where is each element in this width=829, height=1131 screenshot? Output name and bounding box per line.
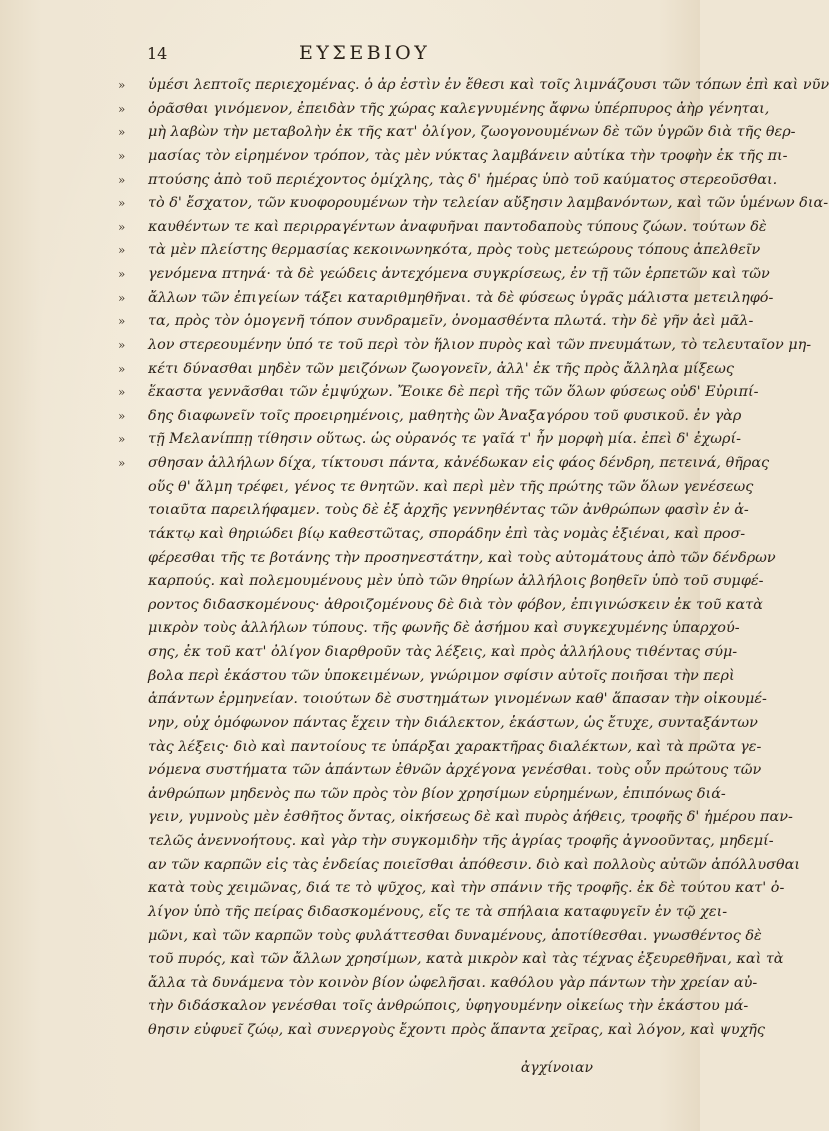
- line-text: τοῦ πυρός, καὶ τῶν ἄλλων χρησίμων, κατὰ μικρὸν καὶ τὰς τέχνας ἐξευρεθῆναι, καὶ τὰ: [148, 951, 784, 968]
- line-text: μὴ λαβὼν τὴν μεταβολὴν ἐκ τῆς κατ' ὀλίγον, ζωογονουμένων δὲ τῶν ὑγρῶν διὰ τῆς θερ-: [148, 124, 796, 141]
- text-line: [118, 405, 742, 429]
- text-line: [118, 688, 767, 712]
- text-line: [118, 1019, 765, 1043]
- line-text: σθησαν ἀλλήλων δίχα, τίκτουσι πάντα, κἀνέδωκαν εἰς φάος δένδρη, πετεινά, θῆρας: [148, 455, 770, 471]
- text-line: [118, 759, 762, 783]
- quotation-mark: »: [118, 78, 126, 92]
- quotation-mark: »: [118, 172, 126, 187]
- text-line: [118, 854, 800, 878]
- line-text: γειν, γυμνοὺς μὲν ἐσθῆτος ὄντας, οἰκήσεως δὲ καὶ πυρὸς ἀήθεις, τροφῆς δ' ἡμέρου παν-: [148, 809, 793, 826]
- text-line: [118, 452, 770, 476]
- text-line: [118, 877, 785, 901]
- line-text: λον στερεουμένην ὑπό τε τοῦ περὶ τὸν ἥλιον πυρὸς καὶ τῶν πνευμάτων, τὸ τελευταῖον μη-: [148, 336, 812, 353]
- text-line: [118, 216, 767, 240]
- line-text: νην, οὐχ ὁμόφωνον πάντας ἔχειν τὴν διάλεκτον, ἑκάστων, ὡς ἔτυχε, συνταξάντων: [148, 714, 758, 731]
- line-text: τοιαῦτα παρειλήφαμεν. τοὺς δὲ ἐξ ἀρχῆς γεννηθέντας τῶν ἀνθρώπων φασὶν ἐν ἀ-: [148, 502, 749, 519]
- catchword: ἀγχίνοιαν: [520, 1060, 593, 1076]
- text-line: [118, 570, 764, 594]
- line-text: ἀνθρώπων μηδενὸς πω τῶν πρὸς τὸν βίον χρησίμων εὑρημένων, ἐπιπόνως διά-: [148, 785, 726, 802]
- text-line: [118, 665, 735, 689]
- line-text: τὸ δ' ἔσχατον, τῶν κυοφορουμένων τὴν τελείαν αὔξησιν λαμβανόντων, καὶ τῶν ὑμένων δια-: [148, 195, 829, 212]
- text-line: [118, 736, 762, 760]
- quotation-mark: »: [118, 219, 126, 234]
- line-text: βολα περὶ ἑκάστου τῶν ὑποκειμένων, γνώριμον σφίσιν αὐτοῖς ποιῆσαι τὴν περὶ: [148, 667, 735, 684]
- quotation-mark: »: [118, 432, 126, 447]
- line-text: οὕς θ' ἅλμη τρέφει, γένος τε θνητῶν. καὶ περὶ μὲν τῆς πρώτης τῶν ὅλων γενέσεως: [148, 478, 754, 495]
- text-line: [118, 594, 763, 618]
- page-header: [147, 40, 577, 70]
- text-line: [118, 948, 784, 972]
- line-text: τῇ Μελανίππῃ τίθησιν οὕτως. ὡς οὐρανός τε γαῖά τ' ἦν μορφὴ μία. ἐπεὶ δ' ἐχωρί-: [148, 431, 741, 448]
- line-text: κέτι δύνασθαι μηδὲν τῶν μειζόνων ζωογονεῖν, ἀλλ' ἐκ τῆς πρὸς ἄλληλα μίξεως: [148, 360, 734, 377]
- quotation-mark: »: [118, 361, 126, 376]
- text-line: [118, 547, 776, 571]
- line-text: καρπούς. καὶ πολεμουμένους μὲν ὑπὸ τῶν θηρίων ἀλλήλοις βοηθεῖν ὑπὸ τοῦ συμφέ-: [148, 573, 764, 590]
- quotation-mark: »: [118, 385, 126, 400]
- line-text: μασίας τὸν εἰρημένον τρόπον, τὰς μὲν νύκτας λαμβάνειν αὐτίκα τὴν τροφὴν ἐκ τῆς πι-: [148, 147, 788, 164]
- text-line: [118, 121, 796, 145]
- quotation-mark: »: [118, 267, 126, 281]
- text-line: [118, 712, 758, 736]
- line-text: ἁπάντων ἑρμηνείαν. τοιούτων δὲ συστημάτων γινομένων καθ' ἅπασαν τὴν οἰκουμέ-: [148, 691, 767, 708]
- text-line: [118, 428, 741, 452]
- text-line: [118, 239, 761, 263]
- text-line: [118, 287, 774, 311]
- line-text: θησιν εὐφυεῖ ζώῳ, καὶ συνεργοὺς ἔχοντι πρὸς ἅπαντα χεῖρας, καὶ λόγον, καὶ ψυχῆς: [148, 1022, 765, 1038]
- line-text: φέρεσθαι τῆς τε βοτάνης τὴν προσηνεστάτην, καὶ τοὺς αὐτομάτους ἀπὸ τῶν δένδρων: [148, 549, 776, 566]
- text-line: [118, 806, 793, 830]
- line-text: τελῶς ἀνεννοήτους. καὶ γὰρ τὴν συγκομιδὴν τῆς ἀγρίας τροφῆς ἀγνοοῦντας, μηδεμί-: [148, 833, 774, 849]
- text-line: [118, 830, 774, 854]
- text-line: [118, 995, 749, 1019]
- line-text: ροντος διδασκομένους· ἀθροιζομένους δὲ διὰ τὸν φόβον, ἐπιγινώσκειν ἐκ τοῦ κατὰ: [148, 596, 763, 613]
- line-text: ὑμέσι λεπτοῖς περιεχομένας. ὁ ἀρ ἐστὶν ἐν ἔθεσι καὶ τοῖς λιμνάζουσι τῶν τόπων ἐπὶ καὶ νῦν: [148, 77, 829, 93]
- text-line: [118, 499, 749, 523]
- text-line: [118, 783, 726, 807]
- line-text: τάκτῳ καὶ θηριώδει βίῳ καθεστῶτας, σποράδην ἐπὶ τὰς νομὰς ἐξιέναι, καὶ προσ-: [148, 525, 746, 542]
- text-line: [118, 617, 740, 641]
- line-text: αν τῶν καρπῶν εἰς τὰς ἐνδείας ποιεῖσθαι ἀπόθεσιν. διὸ καὶ πολλοὺς αὐτῶν ἀπόλλυσθαι: [148, 856, 800, 873]
- line-text: πτούσης ἀπὸ τοῦ περιέχοντος ὁμίχλης, τὰς δ' ἡμέρας ὑπὸ τοῦ καύματος στερεοῦσθαι.: [148, 171, 778, 188]
- quotation-mark: »: [118, 456, 126, 470]
- line-text: νόμενα συστήματα τῶν ἁπάντων ἐθνῶν ἀρχέγονα γενέσθαι. τοὺς οὖν πρώτους τῶν: [148, 762, 762, 779]
- line-text: λίγον ὑπὸ τῆς πείρας διδασκομένους, εἴς τε τὰ σπήλαια καταφυγεῖν ἐν τῷ χει-: [148, 903, 728, 920]
- line-text: σης, ἐκ τοῦ κατ' ὀλίγον διαρθροῦν τὰς λέξεις, καὶ πρὸς ἀλλήλους τιθέντας σύμ-: [148, 644, 738, 660]
- text-line: [118, 263, 770, 287]
- text-line: [118, 476, 754, 500]
- text-line: [118, 145, 788, 169]
- text-line: [118, 381, 759, 405]
- text-line: [118, 74, 829, 98]
- quotation-mark: »: [118, 125, 126, 140]
- quotation-mark: »: [118, 290, 126, 305]
- text-line: [118, 334, 812, 358]
- text-line: [118, 358, 734, 382]
- line-text: ἄλλα τὰ δυνάμενα τὸν κοινὸν βίον ὠφελῆσαι. καθόλου γὰρ πάντων τὴν χρείαν αὐ-: [148, 974, 758, 991]
- line-text: γενόμενα πτηνά· τὰ δὲ γεώδεις ἀντεχόμενα συγκρίσεως, ἐν τῇ τῶν ἑρπετῶν καὶ τῶν: [148, 266, 770, 282]
- line-text: ἄλλων τῶν ἐπιγείων τάξει καταριθμηθῆναι. τὰ δὲ φύσεως ὑγρᾶς μάλιστα μετειληφό-: [148, 289, 774, 306]
- page-number: 14: [147, 44, 168, 63]
- text-line: [118, 192, 829, 216]
- quotation-mark: »: [118, 408, 126, 423]
- quotation-mark: »: [118, 148, 126, 163]
- line-text: κατὰ τοὺς χειμῶνας, διά τε τὸ ψῦχος, καὶ τὴν σπάνιν τῆς τροφῆς. ἐκ δὲ τούτου κατ' ὀ-: [148, 880, 785, 897]
- text-line: [118, 310, 754, 334]
- line-text: τα, πρὸς τὸν ὁμογενῆ τόπον συνδραμεῖν, ὀνομασθέντα πλωτά. τὴν δὲ γῆν ἀεὶ μᾶλ-: [148, 313, 754, 330]
- running-title: ΕΥΣΕΒΙΟΥ: [299, 42, 431, 64]
- greek-text-block: [118, 74, 829, 1043]
- line-text: μικρὸν τοὺς ἀλλήλων τύπους. τῆς φωνῆς δὲ ἀσήμου καὶ συγκεχυμένης ὑπαρχού-: [148, 620, 740, 637]
- line-text: ὁρᾶσθαι γινόμενον, ἐπειδὰν τῆς χώρας καλεγνυμένης ἄφνω ὑπέρπυρος ἀὴρ γένηται,: [148, 100, 770, 117]
- text-line: [118, 169, 778, 193]
- text-line: [118, 901, 728, 925]
- text-line: [118, 98, 770, 122]
- text-line: [118, 972, 758, 996]
- line-text: δης διαφωνεῖν τοῖς προειρημένοις, μαθητὴς ὢν Ἀναξαγόρου τοῦ φυσικοῦ. ἐν γὰρ: [148, 407, 742, 424]
- line-text: τὴν διδάσκαλον γενέσθαι τοῖς ἀνθρώποις, ὑφηγουμένην οἰκείως τὴν ἑκάστου μά-: [148, 998, 749, 1015]
- line-text: τὰς λέξεις· διὸ καὶ παντοίους τε ὑπάρξαι χαρακτῆρας διαλέκτων, καὶ τὰ πρῶτα γε-: [148, 738, 762, 755]
- quotation-mark: »: [118, 314, 126, 329]
- text-line: [118, 523, 746, 547]
- text-line: [118, 925, 762, 949]
- line-text: καυθέντων τε καὶ περιρραγέντων ἀναφυῆναι παντοδαποὺς τύπους ζώων. τούτων δὲ: [148, 218, 767, 235]
- line-text: μῶνι, καὶ τῶν καρπῶν τοὺς φυλάττεσθαι δυναμένους, ἀποτίθεσθαι. γνωσθέντος δὲ: [148, 927, 762, 944]
- quotation-mark: »: [118, 243, 126, 258]
- quotation-mark: »: [118, 196, 126, 211]
- line-text: ἕκαστα γεννᾶσθαι τῶν ἐμψύχων. Ἔοικε δὲ περὶ τῆς τῶν ὅλων φύσεως οὐδ' Εὐριπί-: [148, 384, 759, 401]
- text-line: [118, 641, 738, 665]
- quotation-mark: »: [118, 101, 126, 116]
- line-text: τὰ μὲν πλείστης θερμασίας κεκοινωνηκότα, πρὸς τοὺς μετεώρους τόπους ἀπελθεῖν: [148, 242, 761, 259]
- quotation-mark: »: [118, 337, 126, 352]
